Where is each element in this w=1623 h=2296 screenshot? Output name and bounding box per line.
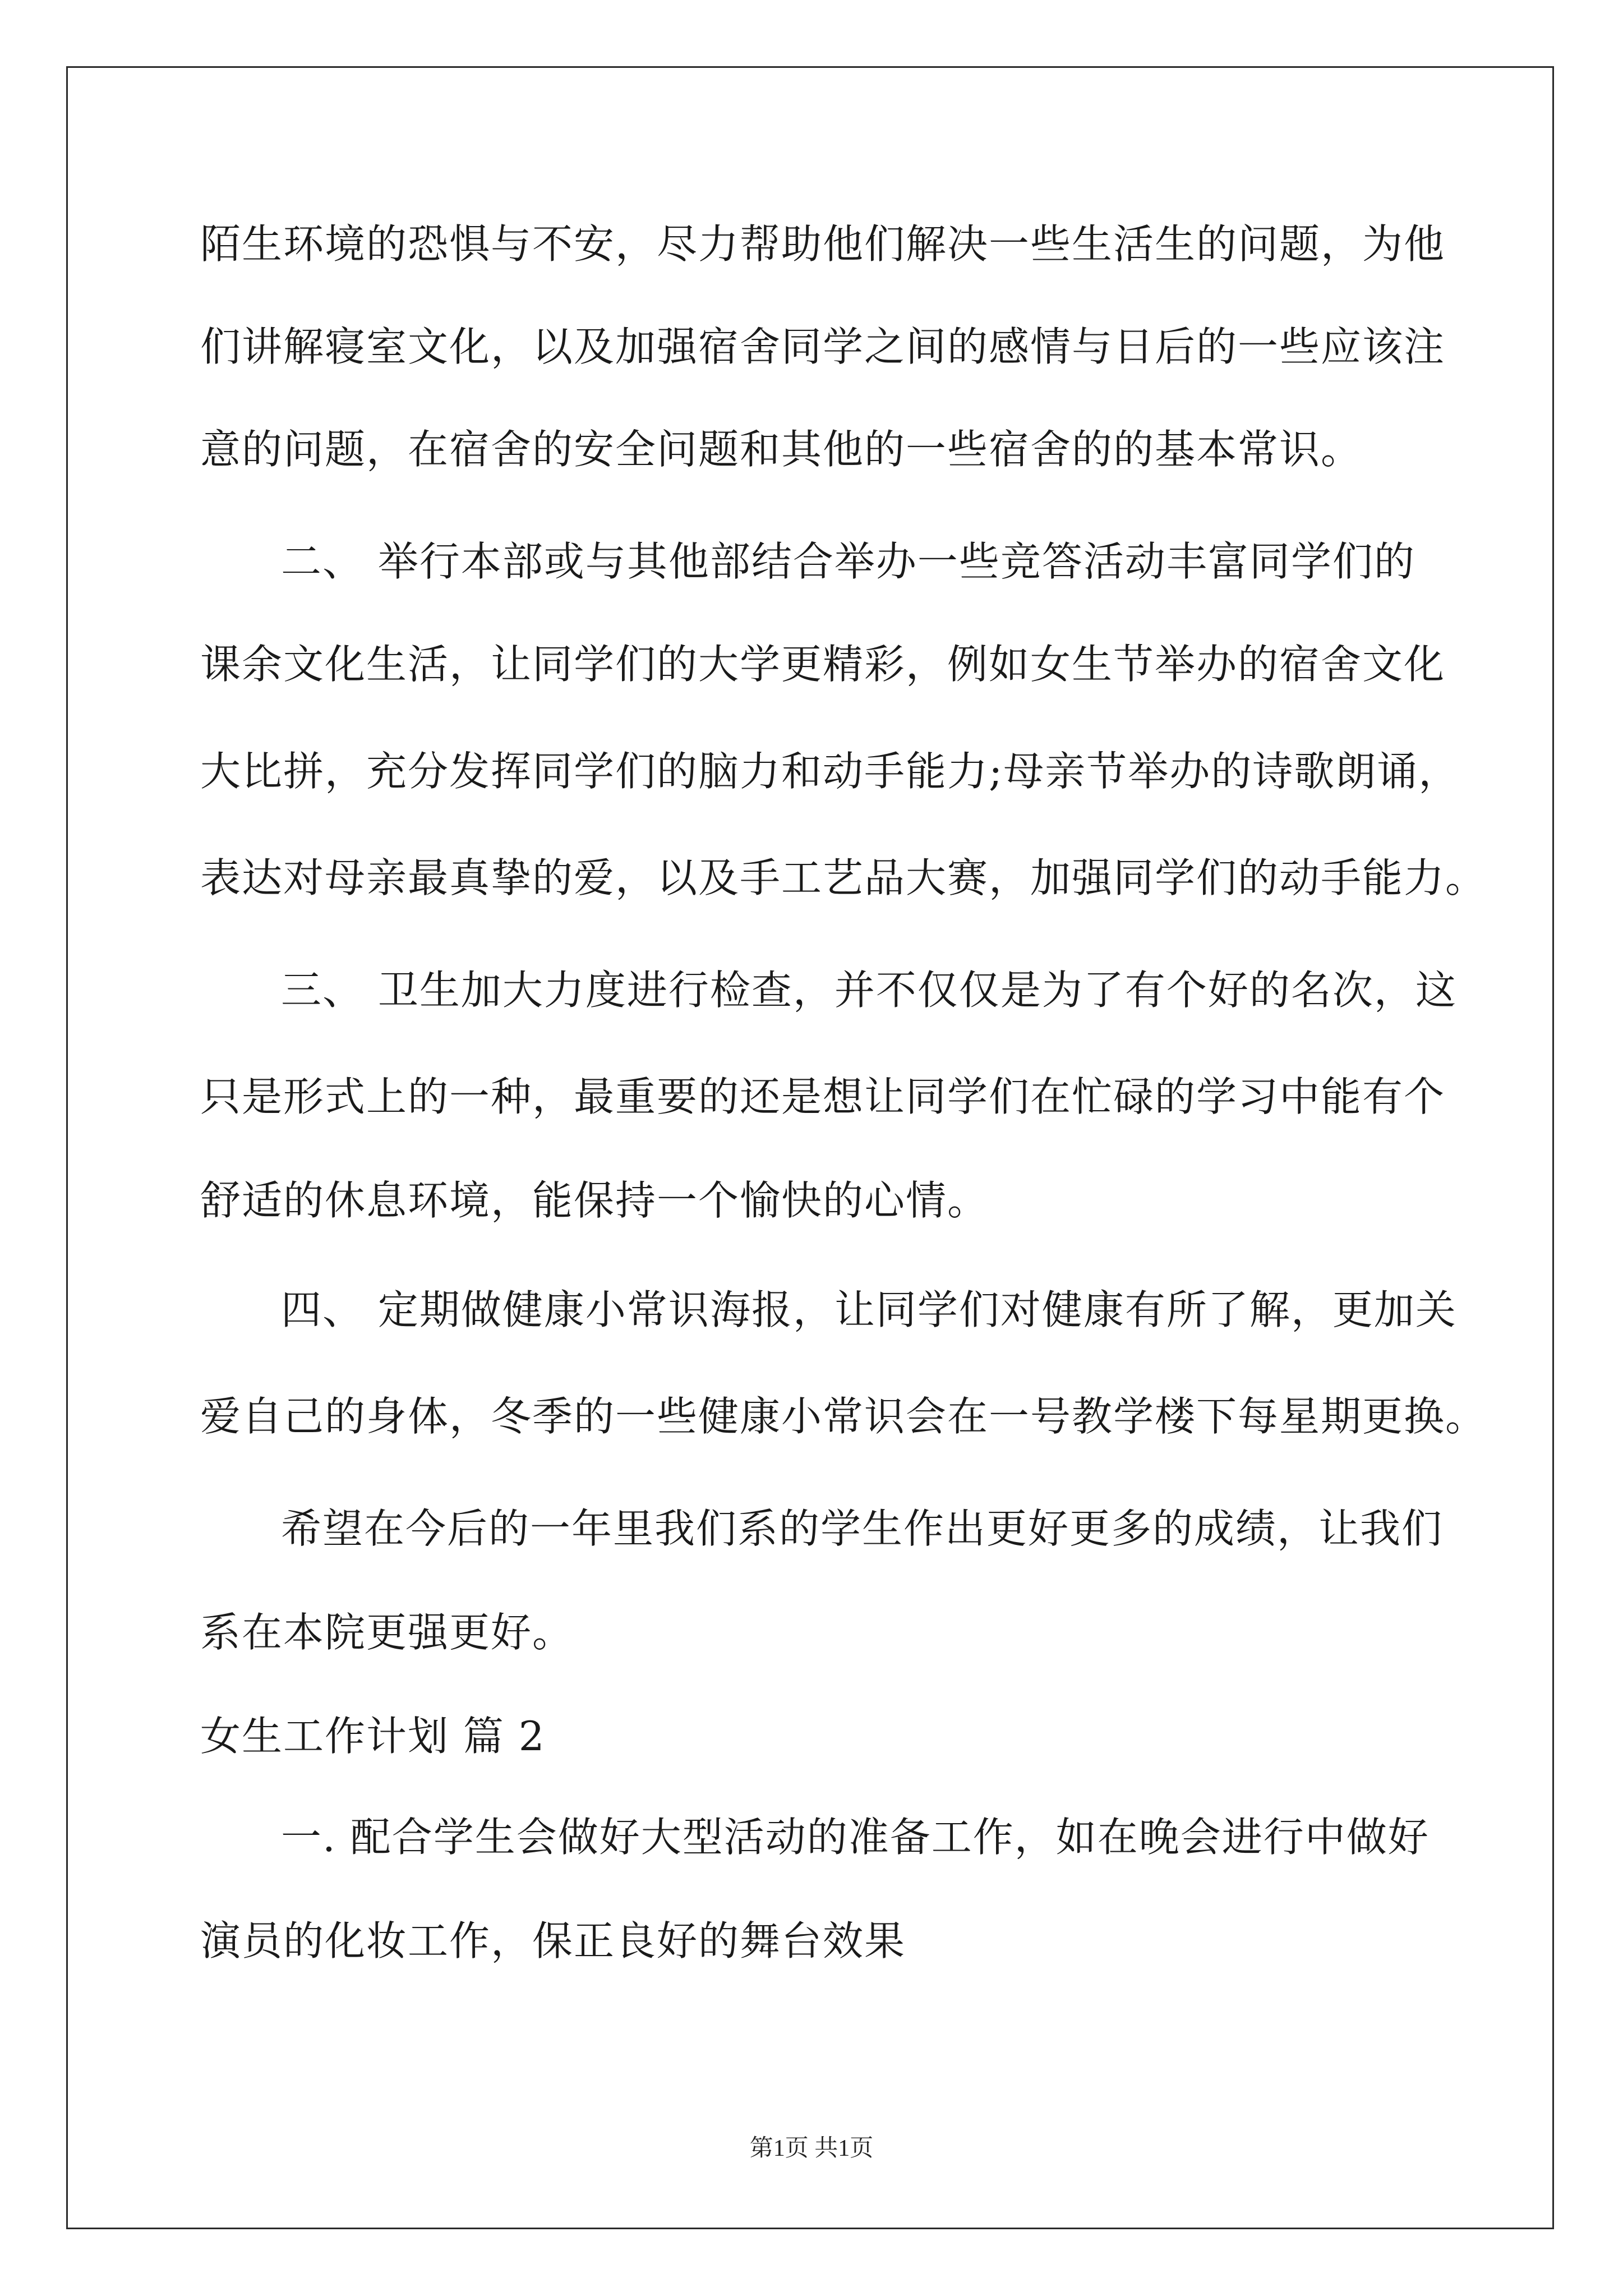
- text-line: 系在本院更强更好。: [200, 1609, 574, 1656]
- text-line: 表达对母亲最真挚的爱，以及手工艺品大赛，加强同学们的动手能力。: [200, 854, 1487, 901]
- text-line: 爱自己的身体，冬季的一些健康小常识会在一号教学楼下每星期更换。: [200, 1393, 1487, 1440]
- text-line: 一. 配合学生会做好大型活动的准备工作，如在晚会进行中做好: [281, 1814, 1430, 1861]
- text-line: 陌生环境的恐惧与不安，尽力帮助他们解决一些生活生的问题，为他: [200, 220, 1446, 268]
- text-line: 课余文化生活，让同学们的大学更精彩，例如女生节举办的宿舍文化: [200, 641, 1446, 688]
- text-line: 希望在今后的一年里我们系的学生作出更好更多的成绩，让我们: [281, 1505, 1444, 1552]
- text-line: 演员的化妆工作，保正良好的舞台效果: [200, 1917, 906, 1964]
- text-line: 意的问题，在宿舍的安全问题和其他的一些宿舍的的基本常识。: [200, 426, 1363, 473]
- page-footer: 第1页 共1页: [749, 2136, 874, 2161]
- text-line: 三、 卫生加大力度进行检查，并不仅仅是为了有个好的名次，这: [281, 967, 1457, 1014]
- text-line: 们讲解寝室文化，以及加强宿舍同学之间的感情与日后的一些应该注: [200, 323, 1446, 370]
- text-line: 大比拼，充分发挥同学们的脑力和动手能力;母亲节举办的诗歌朗诵，: [200, 748, 1460, 795]
- text-line: 二、 举行本部或与其他部结合举办一些竞答活动丰富同学们的: [281, 538, 1415, 585]
- text-line: 四、 定期做健康小常识海报，让同学们对健康有所了解，更加关: [281, 1286, 1457, 1333]
- text-line: 舒适的休息环境，能保持一个愉快的心情。: [200, 1177, 989, 1224]
- section-heading: 女生工作计划 篇 2: [200, 1713, 546, 1760]
- text-line: 只是形式上的一种，最重要的还是想让同学们在忙碌的学习中能有个: [200, 1073, 1446, 1120]
- page-border: [66, 66, 1554, 2229]
